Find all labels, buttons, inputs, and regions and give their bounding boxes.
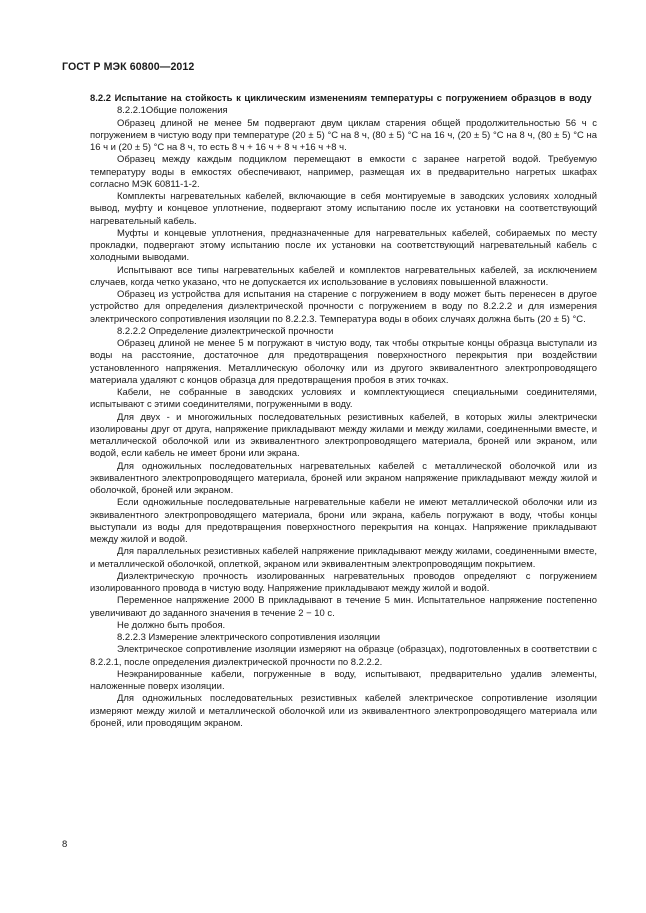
paragraph: Для двух - и многожильных последовательных резистивных кабелей, в которых жилы электрически изолированы друг от друга, напряжение прикладывают между жилами и между жилами, соединенными вместе, и металлической оболочкой или из эквивалентного электропроводящего материала, броней или экраном, или водой, если кабель не имеет брони или экрана. — [90, 411, 597, 460]
paragraph: Испытывают все типы нагревательных кабелей и комплектов нагревательных кабелей, за исключением случаев, когда четко указано, что не допускается их использование в условиях повышенной влажности. — [90, 264, 597, 288]
paragraph: 8.2.2.3 Измерение электрического сопротивления изоляции — [117, 632, 381, 643]
paragraph: Образец между каждым подциклом перемещают в емкости с заранее нагретой водой. Требуемую температуру воды в емкостях обеспечивают, например, размещая их в предварительно нагретых шкафах согласно МЭК 60811-1-2. — [90, 154, 597, 190]
paragraph: Если одножильные последовательные нагревательные кабели не имеют металлической оболочки или из эквивалентного электропроводящего материала, брони или экрана, кабель погружают в воду, чтобы концы выступали из воды для предотвращения поверхностного перекрытия на концах. Напряжение прикладывают между жилой и водой. — [90, 497, 597, 545]
section-heading: 8.2.2 Испытание на стойкость к циклическим изменениям температуры с погружением образцов в воду — [90, 93, 592, 104]
paragraph: Образец длиной не менее 5м подвергают двум циклам старения общей продолжительностью 56 ч с погружением в чистую воду при температуре (20 ± 5) °С на 8 ч, (80 ± 5) °С на 16 ч, (20 ± 5) °С на 8 ч, (80 ± 5) °С на 16 ч и (20 ± 5) °С на 8 ч, то есть 8 ч + 16 ч + 8 ч +16 ч +8 ч. — [90, 117, 597, 153]
document-body — [90, 93, 597, 730]
paragraph: Неэкранированные кабели, погруженные в воду, испытывают, предварительно удалив элементы, наложенные поверх изоляции. — [90, 668, 597, 692]
paragraph: Образец из устройства для испытания на старение с погружением в воду может быть перенесен в другое устройство для определения диэлектрической прочности с погружением в воду по 8.2.2.2 и для измерения электрического сопротивления изоляции по 8.2.2.3. Температура воды в обоих случаях должна быть (20 ± 5) °С. — [90, 289, 597, 325]
paragraph: Диэлектрическую прочность изолированных нагревательных проводов определяют с погружением изолированного провода в чистую воду. Напряжение прикладывают между жилой и водой. — [90, 570, 597, 594]
paragraph: Для одножильных последовательных нагревательных кабелей с металлической оболочкой или из эквивалентного электропроводящего материала, броней или экраном напряжение прикладывают между жилой и оболочкой, броней или экраном. — [90, 460, 597, 496]
paragraph: 8.2.2.1Общие положения — [117, 105, 228, 117]
paragraph: Для параллельных резистивных кабелей напряжение прикладывают между жилами, соединенными вместе, и металлической оболочкой, оплеткой, экраном или эквивалентным электропроводящим покрытием. — [90, 546, 597, 570]
paragraph: Образец длиной не менее 5 м погружают в чистую воду, так чтобы открытые концы образца выступали из воды на расстояние, достаточное для предотвращения поверхностного перекрытия при воздействии установленного напряжения. Металлическую оболочку или из другого эквивалентного электропроводящего материала удаляют с концов образца для предотвращения пробоя в этих точках. — [90, 338, 597, 386]
paragraph: Муфты и концевые уплотнения, предназначенные для нагревательных кабелей, собираемых по месту прокладки, подвергают этому испытанию после их установки на соответствующий нагревательный кабель с холодными выводами. — [90, 227, 597, 264]
paragraph-list — [90, 105, 597, 730]
paragraph: Для одножильных последовательных резистивных кабелей электрическое сопротивление изоляции измеряют между жилой и металлической оболочкой или из эквивалентного электропроводящего материала или броней, или проводящим экраном. — [90, 693, 597, 729]
paragraph: Комплекты нагревательных кабелей, включающие в себя монтируемые в заводских условиях холодный вывод, муфту и концевое уплотнение, подвергают этому испытанию после их установки на соответствующий нагревательный кабель. — [90, 191, 597, 227]
document-header: ГОСТ Р МЭК 60800—2012 — [62, 61, 195, 73]
paragraph: Электрическое сопротивление изоляции измеряют на образце (образцах), подготовленных в соответствии с 8.2.2.1, после определения диэлектрической прочности по 8.2.2.2. — [90, 644, 597, 668]
paragraph: 8.2.2.2 Определение диэлектрической прочности — [117, 325, 334, 337]
paragraph: Не должно быть пробоя. — [117, 619, 226, 631]
paragraph: Переменное напряжение 2000 В прикладывают в течение 5 мин. Испытательное напряжение постепенно увеличивают до заданного значения в течение 2 − 10 с. — [90, 595, 597, 619]
page-number: 8 — [62, 839, 68, 850]
paragraph: Кабели, не собранные в заводских условиях и комплектующиеся специальными соединителями, испытывают с этими соединителями, погруженными в воду. — [90, 387, 597, 411]
